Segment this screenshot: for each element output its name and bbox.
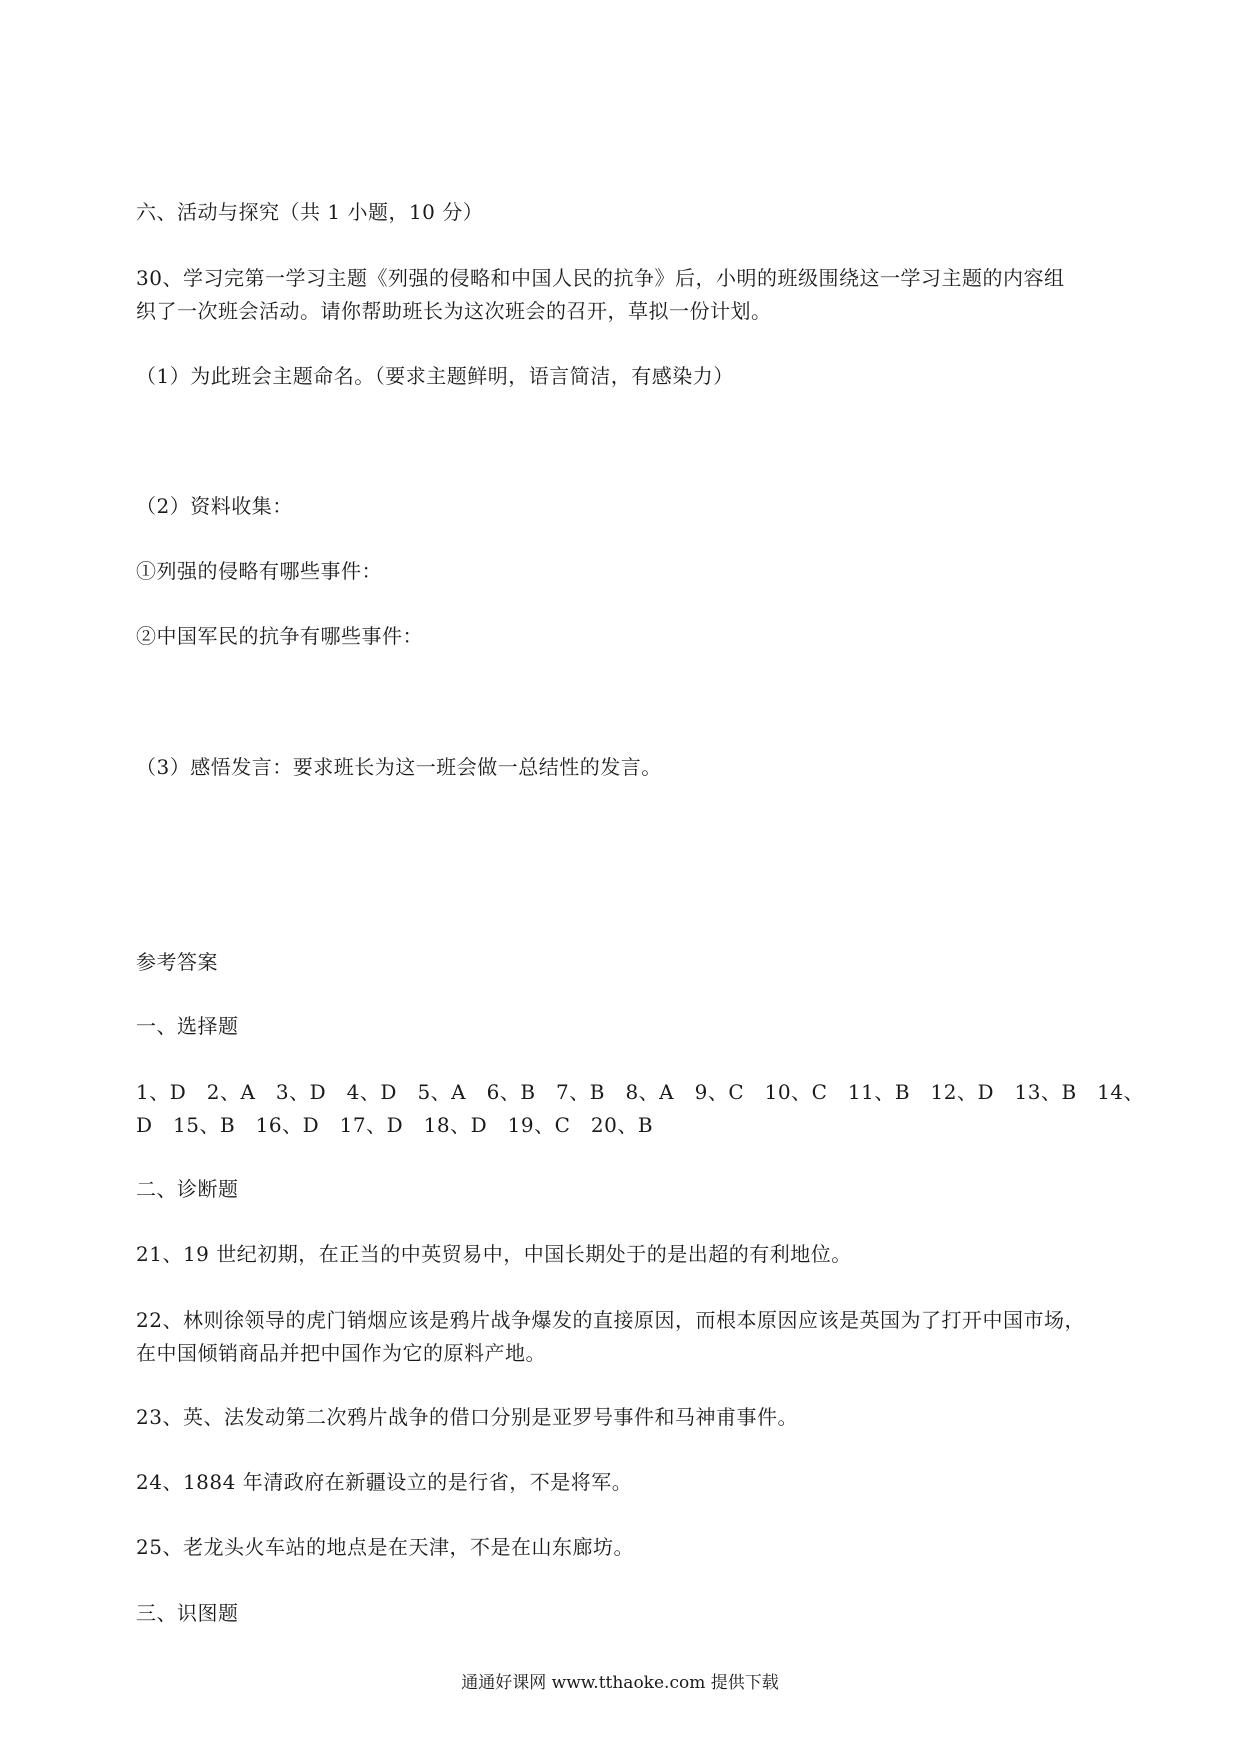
answer-22-line-1: 22、林则徐领导的虎门销烟应该是鸦片战争爆发的直接原因，而根本原因应该是英国为了打开中国市场， [136, 1308, 1085, 1332]
answer-21: 21、19 世纪初期，在正当的中英贸易中，中国长期处于的是出超的有利地位。 [136, 1242, 852, 1266]
answers-heading: 参考答案 [136, 950, 218, 974]
question-30-part-3: （3）感悟发言：要求班长为这一班会做一总结性的发言。 [136, 755, 662, 779]
choice-answers-line-1: 1、D 2、A 3、D 4、D 5、A 6、B 7、B 8、A 9、C 10、C 11、B 12、D 13、B 14、 [136, 1080, 1145, 1104]
section6-heading: 六、活动与探究（共 1 小题，10 分） [136, 200, 484, 224]
question-30-line-2: 织了一次班会活动。请你帮助班长为这次班会的召开，草拟一份计划。 [136, 299, 772, 323]
answer-24: 24、1884 年清政府在新疆设立的是行省，不是将军。 [136, 1470, 633, 1494]
question-30-part-2-a: ①列强的侵略有哪些事件： [136, 559, 382, 583]
section3-heading: 三、识图题 [136, 1601, 239, 1625]
question-30-line-1: 30、学习完第一学习主题《列强的侵略和中国人民的抗争》后，小明的班级围绕这一学习主题的内容组 [136, 266, 1065, 290]
choice-answers-line-2: D 15、B 16、D 17、D 18、D 19、C 20、B [136, 1113, 654, 1137]
answer-22-line-2: 在中国倾销商品并把中国作为它的原料产地。 [136, 1341, 546, 1365]
answer-23: 23、英、法发动第二次鸦片战争的借口分别是亚罗号事件和马神甫事件。 [136, 1405, 798, 1429]
section2-heading: 二、诊断题 [136, 1177, 239, 1201]
question-30-part-2: （2）资料收集： [136, 494, 293, 518]
question-30-part-2-b: ②中国军民的抗争有哪些事件： [136, 624, 423, 648]
page-footer: 通通好课网 www.tthaoke.com 提供下载 [461, 1673, 779, 1693]
section1-heading: 一、选择题 [136, 1014, 239, 1038]
question-30-part-1: （1）为此班会主题命名。（要求主题鲜明，语言简洁，有感染力） [136, 364, 734, 388]
answer-25: 25、老龙头火车站的地点是在天津，不是在山东廊坊。 [136, 1535, 634, 1559]
